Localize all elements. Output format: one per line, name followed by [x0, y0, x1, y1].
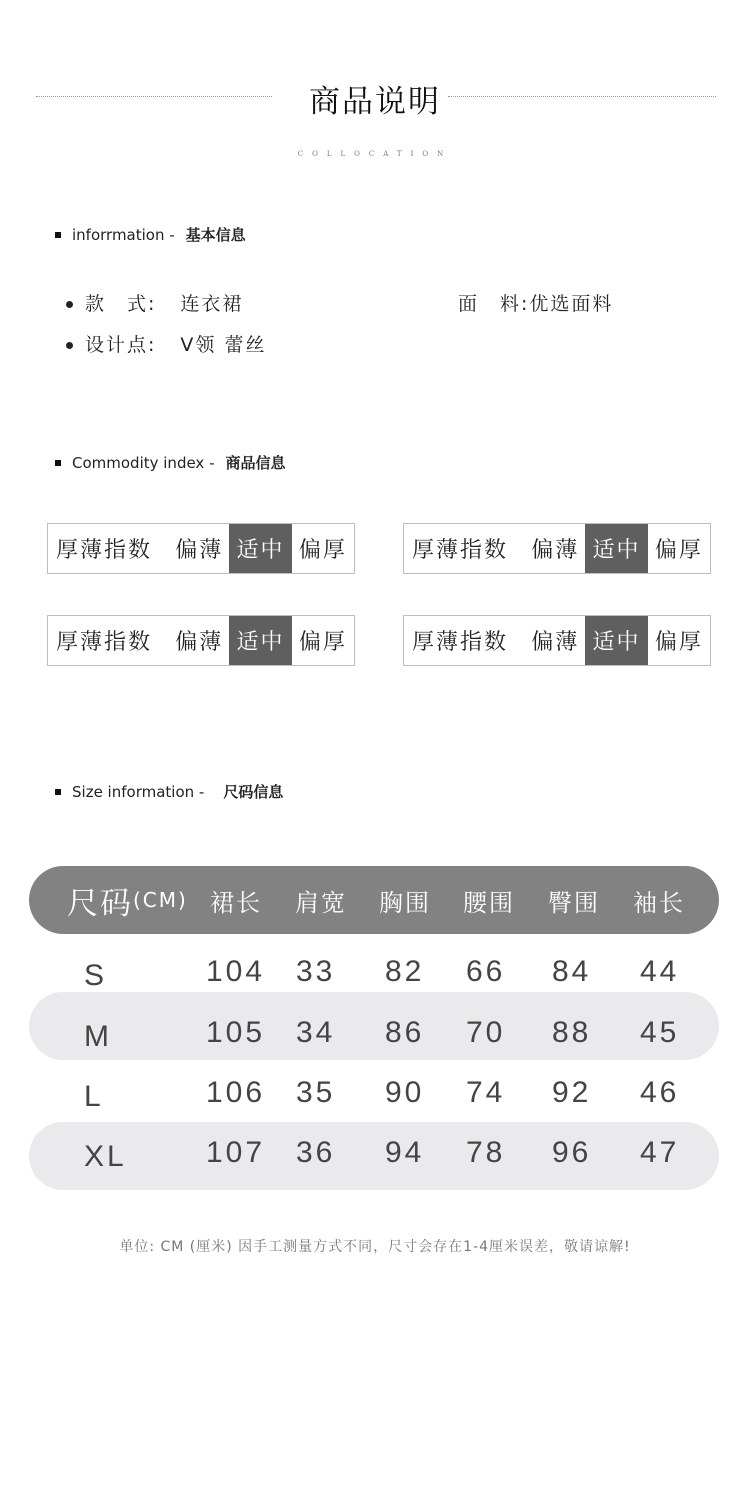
bullet-icon: [66, 342, 73, 349]
section-heading-en: Commodity index -: [72, 453, 215, 472]
section-heading-cn: 基本信息: [185, 226, 246, 244]
header-col-shoulder: 肩宽: [295, 888, 347, 917]
info-design-row: [66, 330, 266, 357]
header-col-bust: 胸围: [379, 888, 431, 917]
thickness-label: 厚薄指数: [412, 630, 509, 655]
thickness-label: 厚薄指数: [56, 538, 153, 563]
fabric-value: 优选面料: [529, 293, 614, 315]
cell-size: XL: [84, 1140, 127, 1173]
info-fabric-row: [458, 289, 613, 316]
cell-hip: 96: [552, 1136, 592, 1169]
cell-waist: 78: [466, 1136, 506, 1169]
option-thick: 偏厚: [654, 630, 703, 655]
header-col-length: 裙长: [210, 888, 262, 917]
page-subtitle: COLLOCATION: [297, 150, 453, 158]
cell-shoulder: 33: [296, 955, 336, 988]
cell-size: S: [84, 959, 108, 992]
option-thin: 偏薄: [531, 630, 580, 655]
section-heading-cn: 商品信息: [225, 454, 286, 472]
option-thick: 偏厚: [654, 538, 703, 563]
cell-shoulder: 36: [296, 1136, 336, 1169]
cell-waist: 74: [466, 1076, 506, 1109]
cell-hip: 92: [552, 1076, 592, 1109]
thickness-index-box: [403, 615, 711, 666]
cell-length: 107: [206, 1136, 266, 1169]
thickness-index-box: [47, 523, 355, 574]
thickness-index-box: [47, 615, 355, 666]
cell-length: 104: [206, 955, 266, 988]
square-bullet-icon: [55, 789, 61, 795]
cell-length: 105: [206, 1016, 266, 1049]
header-unit-label: (CM): [133, 888, 188, 912]
fabric-label: 面 料:: [458, 293, 530, 315]
cell-bust: 82: [385, 955, 425, 988]
bullet-icon: [66, 301, 73, 308]
design-value: V领 蕾丝: [180, 334, 267, 356]
option-thick: 偏厚: [298, 630, 347, 655]
cell-size: M: [84, 1020, 112, 1053]
cell-sleeve: 47: [640, 1136, 680, 1169]
row-band-m: [29, 992, 719, 1060]
cell-bust: 90: [385, 1076, 425, 1109]
section-heading-cn: 尺码信息: [223, 783, 284, 801]
thickness-index-box: [403, 523, 711, 574]
size-table-header: [29, 866, 719, 934]
size-note: 单位: CM (厘米) 因手工测量方式不同，尺寸会存在1-4厘米误差，敬请谅解!: [119, 1239, 631, 1255]
cell-shoulder: 34: [296, 1016, 336, 1049]
option-medium-selected: 适中: [229, 616, 291, 665]
thickness-label: 厚薄指数: [56, 630, 153, 655]
design-label: 设计点:: [85, 334, 157, 356]
cell-sleeve: 46: [640, 1076, 680, 1109]
option-thick: 偏厚: [298, 538, 347, 563]
cell-bust: 94: [385, 1136, 425, 1169]
option-thin: 偏薄: [175, 630, 224, 655]
square-bullet-icon: [55, 232, 61, 238]
style-label: 款 式:: [85, 293, 157, 315]
section-heading-en: inforrmation -: [72, 225, 175, 244]
cell-length: 106: [206, 1076, 266, 1109]
style-value: 连衣裙: [180, 293, 244, 315]
cell-hip: 84: [552, 955, 592, 988]
header-col-waist: 腰围: [463, 888, 515, 917]
header-col-sleeve: 袖长: [633, 888, 685, 917]
cell-shoulder: 35: [296, 1076, 336, 1109]
cell-sleeve: 44: [640, 955, 680, 988]
header-size-cell: [67, 866, 188, 934]
option-thin: 偏薄: [531, 538, 580, 563]
square-bullet-icon: [55, 460, 61, 466]
cell-sleeve: 45: [640, 1016, 680, 1049]
section-size-info: [55, 781, 283, 802]
info-style-row: [66, 289, 243, 316]
row-band-xl: [29, 1122, 719, 1190]
cell-bust: 86: [385, 1016, 425, 1049]
cell-hip: 88: [552, 1016, 592, 1049]
cell-waist: 66: [466, 955, 506, 988]
option-medium-selected: 适中: [585, 616, 647, 665]
section-commodity-index: [55, 452, 286, 473]
cell-size: L: [84, 1080, 104, 1113]
header-col-hip: 臀围: [548, 888, 600, 917]
header-size-label: 尺码: [67, 885, 133, 922]
page-title: 商品说明: [309, 84, 441, 120]
section-basic-info: [55, 224, 246, 245]
option-medium-selected: 适中: [229, 524, 291, 573]
option-medium-selected: 适中: [585, 524, 647, 573]
section-heading-en: Size information -: [72, 782, 205, 801]
option-thin: 偏薄: [175, 538, 224, 563]
thickness-label: 厚薄指数: [412, 538, 509, 563]
cell-waist: 70: [466, 1016, 506, 1049]
